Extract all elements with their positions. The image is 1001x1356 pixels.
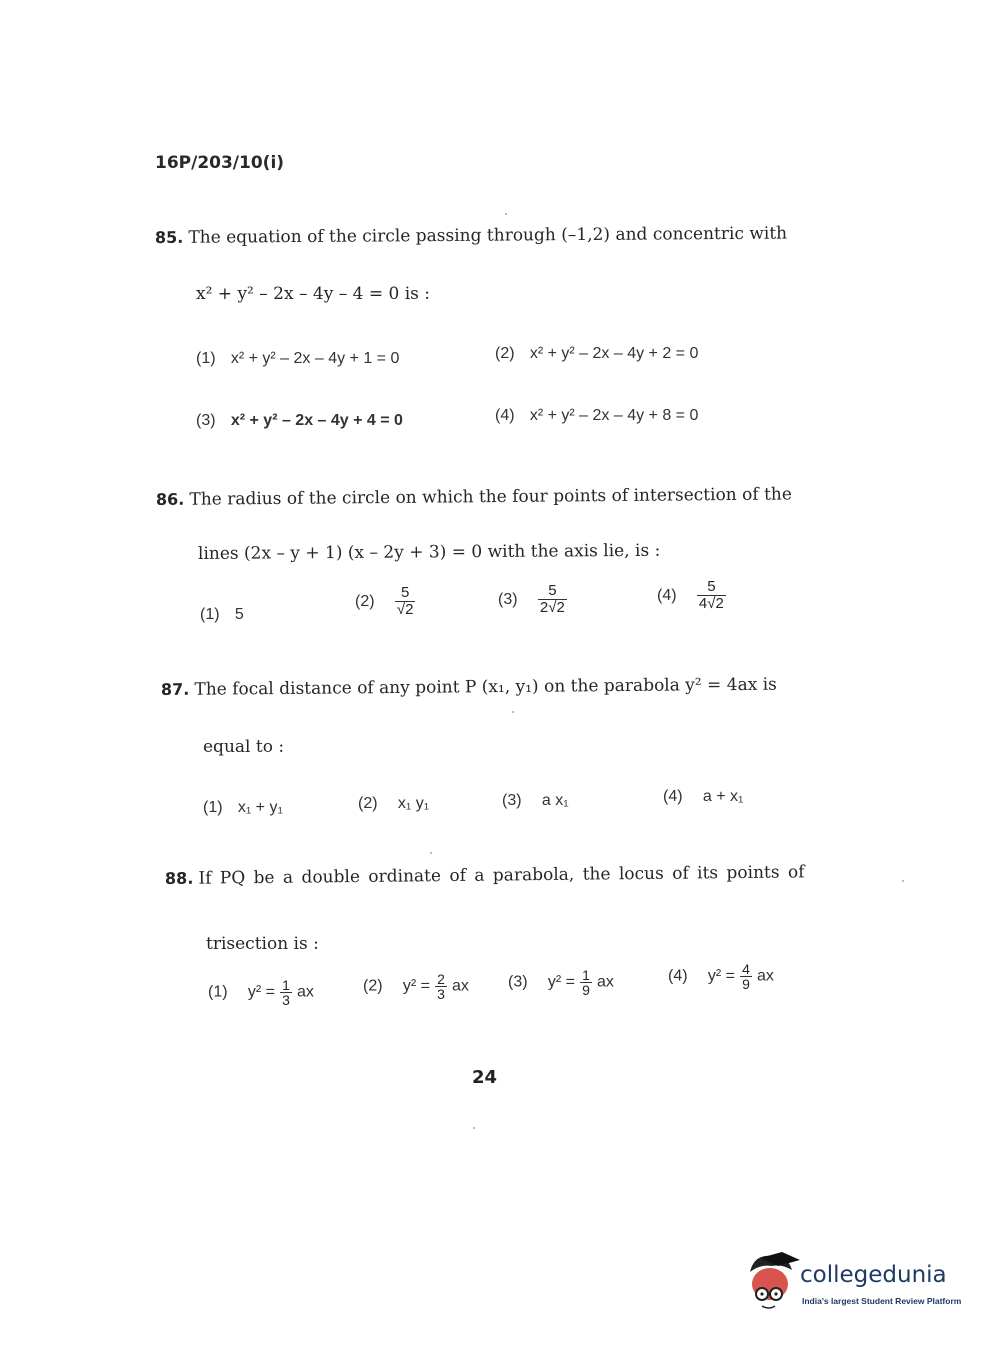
numerator: 4 xyxy=(742,961,750,977)
option-text: 5 xyxy=(234,606,244,623)
page-number: 24 xyxy=(472,1067,498,1088)
fraction xyxy=(697,579,726,612)
option-number: (1) xyxy=(200,606,220,623)
option-1 xyxy=(203,797,283,817)
option-text: a x₁ xyxy=(541,792,569,809)
option-4 xyxy=(668,962,774,991)
option-2 xyxy=(355,585,415,618)
option-4 xyxy=(657,579,726,612)
numerator: 2 xyxy=(437,971,445,987)
brand-name: collegedunia xyxy=(800,1262,947,1288)
option-rhs: ax xyxy=(297,983,314,1001)
question-number: 88. xyxy=(164,868,194,888)
scan-speck xyxy=(430,852,432,854)
question-88-line1 xyxy=(165,862,805,889)
option-number: (3) xyxy=(498,591,518,608)
numerator: 1 xyxy=(582,967,590,983)
option-rhs: ax xyxy=(452,977,469,995)
option-1 xyxy=(200,604,244,624)
paper-code: 16P/203/10(i) xyxy=(155,153,285,173)
question-85-line2: x² + y² – 2x – 4y – 4 = 0 is : xyxy=(196,284,430,304)
option-number: (4) xyxy=(663,788,683,805)
option-text: x² + y² – 2x – 4y + 1 = 0 xyxy=(230,350,400,367)
option-text: x₁ + y₁ xyxy=(237,799,283,816)
fraction xyxy=(740,962,752,991)
question-86-line1 xyxy=(156,484,792,510)
scan-speck xyxy=(473,1127,475,1129)
question-text: The equation of the circle passing through (–1,2) and concentric with xyxy=(188,223,788,248)
numerator: 1 xyxy=(282,977,290,993)
option-2 xyxy=(495,343,698,363)
option-number: (4) xyxy=(495,407,515,424)
option-4 xyxy=(495,405,698,425)
fraction xyxy=(580,968,592,997)
collegedunia-watermark xyxy=(742,1250,972,1320)
question-text: If PQ be a double ordinate of a parabola, the locus of its points of xyxy=(198,862,805,889)
numerator: 5 xyxy=(548,582,557,599)
option-number: (3) xyxy=(502,792,522,809)
option-text: x² + y² – 2x – 4y + 8 = 0 xyxy=(529,407,699,424)
option-number: (4) xyxy=(657,587,677,604)
scan-speck xyxy=(505,213,507,215)
scan-speck xyxy=(512,711,514,713)
question-number: 87. xyxy=(160,679,190,699)
option-2 xyxy=(358,793,429,813)
denominator: √2 xyxy=(396,601,414,618)
numerator: 5 xyxy=(707,578,716,595)
denominator: 2√2 xyxy=(539,599,565,616)
option-text: a + x₁ xyxy=(702,788,744,805)
mascot-icon xyxy=(742,1250,802,1320)
option-lhs: y² = xyxy=(707,967,736,985)
question-87-line2: equal to : xyxy=(203,737,285,757)
option-rhs: ax xyxy=(757,967,774,985)
scan-speck xyxy=(902,880,904,882)
question-text: The focal distance of any point P (x₁, y₁) on the parabola y² = 4ax is xyxy=(194,674,777,700)
option-text: x² + y² – 2x – 4y + 2 = 0 xyxy=(529,345,699,362)
option-lhs: y² = xyxy=(547,973,576,991)
question-85-line1 xyxy=(155,224,787,248)
option-number: (2) xyxy=(358,795,378,812)
option-text: x² + y² – 2x – 4y + 4 = 0 xyxy=(230,412,403,429)
option-number: (2) xyxy=(363,977,383,995)
option-3 xyxy=(498,583,567,616)
option-number: (1) xyxy=(196,350,216,367)
option-number: (1) xyxy=(208,983,228,1001)
option-1 xyxy=(196,348,399,368)
denominator: 9 xyxy=(742,976,750,992)
option-3 xyxy=(502,790,569,810)
fraction xyxy=(435,972,447,1001)
fraction xyxy=(538,583,567,616)
question-number: 86. xyxy=(155,489,185,509)
option-number: (3) xyxy=(508,973,528,991)
option-lhs: y² = xyxy=(247,983,276,1001)
option-number: (2) xyxy=(495,345,515,362)
option-number: (3) xyxy=(196,412,216,429)
option-1 xyxy=(208,978,314,1007)
option-rhs: ax xyxy=(597,973,614,991)
denominator: 9 xyxy=(582,982,590,998)
question-text: The radius of the circle on which the four points of intersection of the xyxy=(189,484,792,510)
question-86-line2: lines (2x – y + 1) (x – 2y + 3) = 0 with the axis lie, is : xyxy=(197,540,661,564)
option-3 xyxy=(196,410,403,430)
option-4 xyxy=(663,786,743,806)
question-number: 85. xyxy=(154,227,184,247)
question-88-line2: trisection is : xyxy=(206,934,319,954)
option-number: (4) xyxy=(668,967,688,985)
option-3 xyxy=(508,968,614,997)
denominator: 3 xyxy=(437,986,445,1002)
option-number: (1) xyxy=(203,799,223,816)
option-number: (2) xyxy=(355,593,375,610)
denominator: 3 xyxy=(282,992,290,1008)
numerator: 5 xyxy=(401,584,410,601)
option-text: x₁ y₁ xyxy=(397,795,430,812)
option-lhs: y² = xyxy=(402,977,431,995)
denominator: 4√2 xyxy=(698,595,724,612)
option-2 xyxy=(363,972,469,1001)
fraction xyxy=(280,978,292,1007)
fraction xyxy=(395,585,416,618)
question-87-line1 xyxy=(161,675,777,700)
brand-tagline: India's largest Student Review Platform xyxy=(802,1296,962,1306)
